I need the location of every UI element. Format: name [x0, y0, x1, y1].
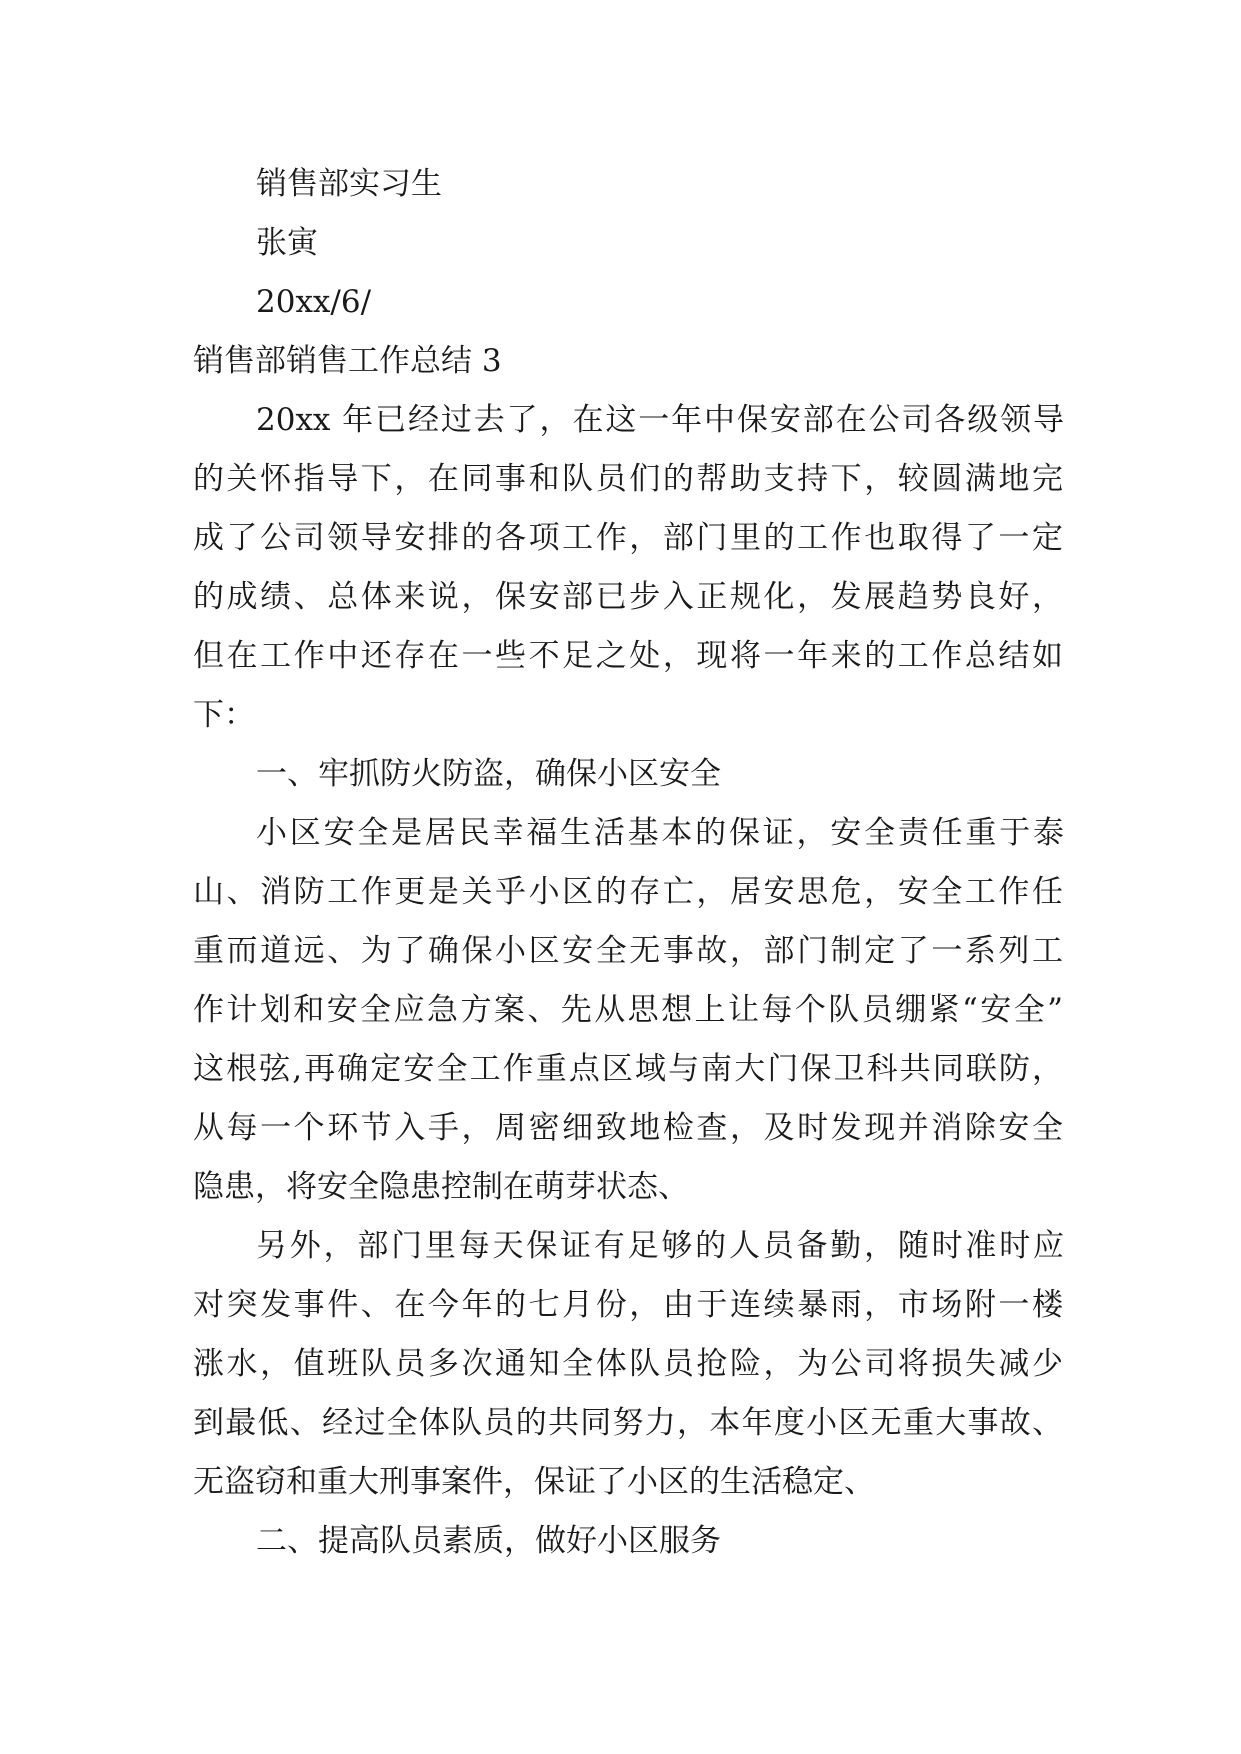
intro-line-2: 的关怀指导下，在同事和队员们的帮助支持下，较圆满地完 [193, 461, 1063, 497]
signature-date: 20xx/6/ [256, 284, 372, 320]
intro-line-6: 下： [193, 697, 255, 733]
paragraph-3-line-1: 另外，部门里每天保证有足够的人员备勤，随时准时应 [256, 1228, 1064, 1264]
paragraph-2-line-3: 重而道远、为了确保小区安全无事故，部门制定了一系列工 [193, 933, 1063, 969]
paragraph-2-line-2: 山、消防工作更是关乎小区的存亡，居安思危，安全工作任 [193, 874, 1063, 910]
paragraph-3-line-3: 涨水，值班队员多次通知全体队员抢险，为公司将损失减少 [193, 1346, 1063, 1382]
paragraph-2-line-5: 这根弦,再确定安全工作重点区域与南大门保卫科共同联防， [193, 1051, 1063, 1087]
heading-1: 一、牢抓防火防盗，确保小区安全 [256, 756, 721, 792]
paragraph-3-line-4: 到最低、经过全体队员的共同努力，本年度小区无重大事故、 [193, 1405, 1063, 1441]
section-title: 销售部销售工作总结 3 [193, 343, 502, 379]
intro-line-1: 20xx 年已经过去了，在这一年中保安部在公司各级领导 [256, 402, 1064, 438]
intro-line-4: 的成绩、总体来说，保安部已步入正规化，发展趋势良好， [193, 579, 1063, 615]
intro-line-5: 但在工作中还存在一些不足之处，现将一年来的工作总结如 [193, 638, 1063, 674]
paragraph-2-line-6: 从每一个环节入手，周密细致地检查，及时发现并消除安全 [193, 1110, 1063, 1146]
paragraph-3-line-2: 对突发事件、在今年的七月份，由于连续暴雨，市场附一楼 [193, 1287, 1063, 1323]
intro-line-3: 成了公司领导安排的各项工作，部门里的工作也取得了一定 [193, 520, 1063, 556]
paragraph-2-line-1: 小区安全是居民幸福生活基本的保证，安全责任重于泰 [256, 815, 1064, 851]
paragraph-2-line-4: 作计划和安全应急方案、先从思想上让每个队员绷紧“安全” [193, 992, 1063, 1028]
signature-department: 销售部实习生 [256, 166, 442, 202]
signature-name: 张寅 [256, 225, 318, 261]
paragraph-2-line-7: 隐患，将安全隐患控制在萌芽状态、 [193, 1169, 689, 1205]
paragraph-3-line-5: 无盗窃和重大刑事案件，保证了小区的生活稳定、 [193, 1464, 875, 1500]
heading-2: 二、提高队员素质，做好小区服务 [256, 1523, 721, 1559]
